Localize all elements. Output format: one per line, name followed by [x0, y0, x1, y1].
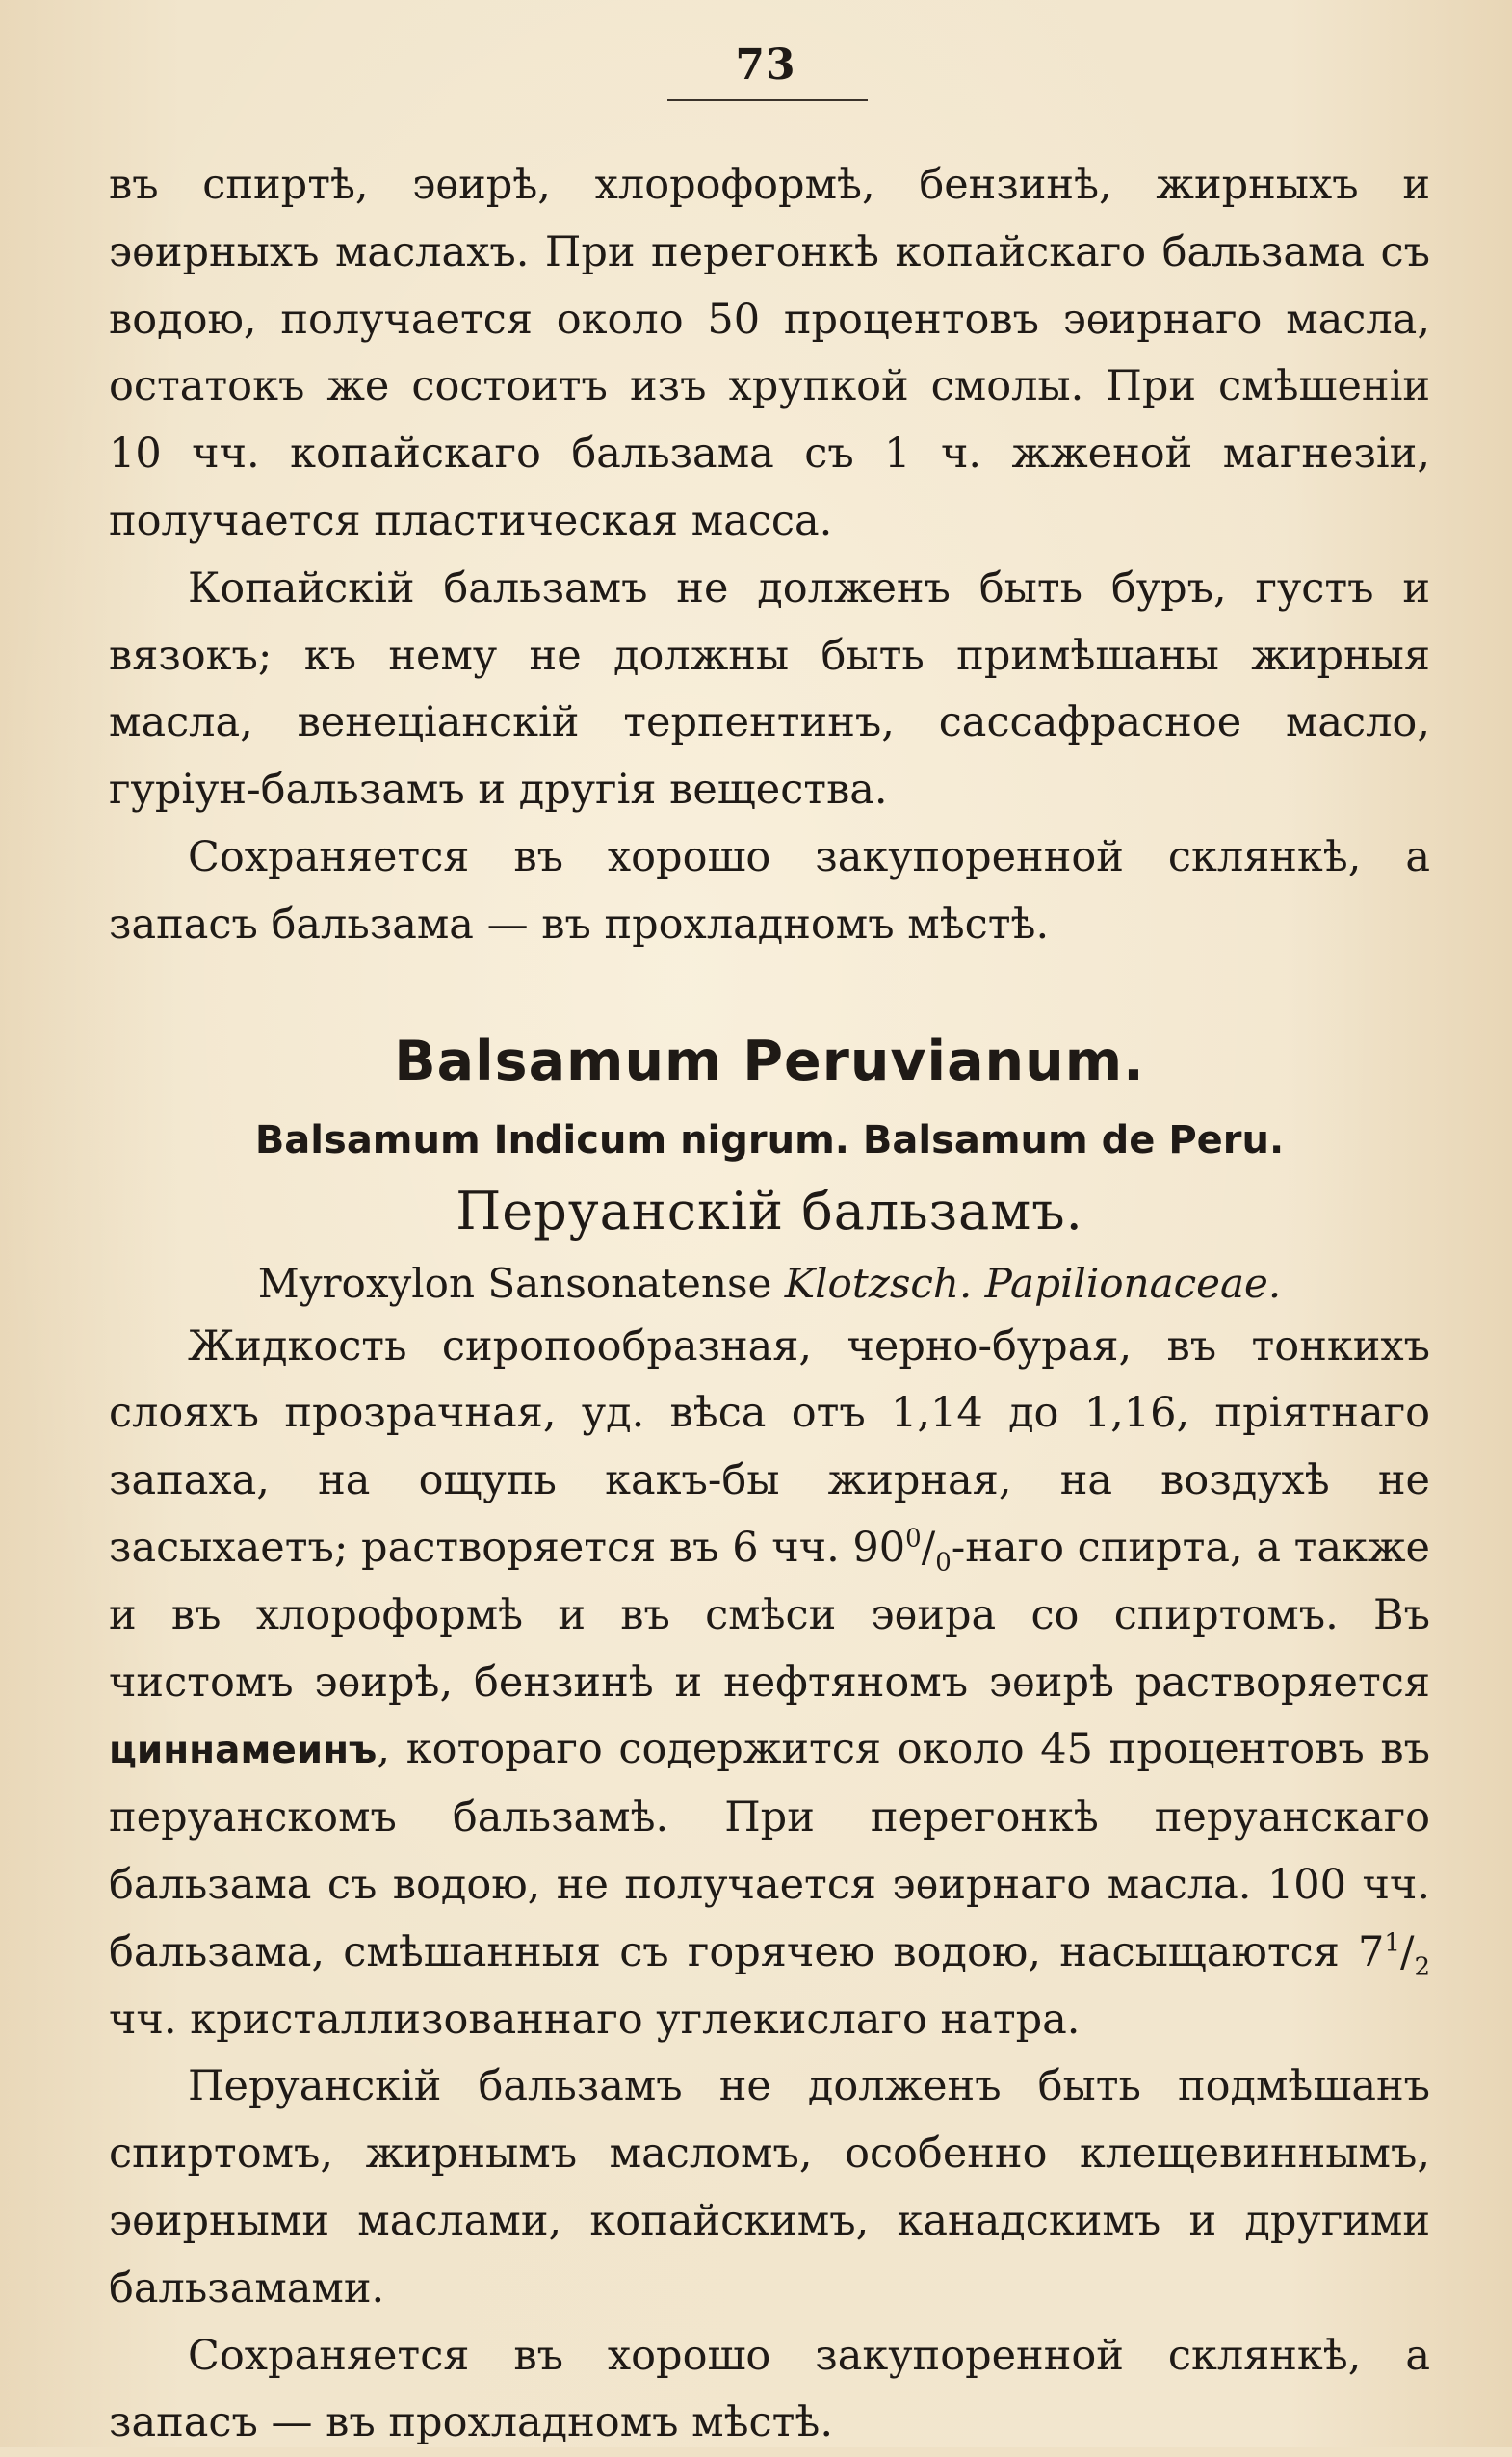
peru-text-3: , котораго содержится около 45 процентовъ въ перуанскомъ бальзамѣ. При перегонкѣ перуанскаго бальзама съ водою, не получается эѳирнаго масла. 100 чч. бальзама, смѣшанныя съ горячею водою, насыщаются 7: [109, 1725, 1430, 1976]
header-rule: [667, 99, 868, 101]
peru-text-1: Жидкость сиропообразная, черно-бурая, въ тонкихъ слояхъ прозрачная, уд. вѣса отъ 1,14 до 1,16, пріятнаго запаха, на ощупь какъ-бы жирная, на воздухѣ не засыхаетъ; растворяется въ 6 чч. 90: [109, 1321, 1430, 1572]
source-author: Klotzsch.: [784, 1259, 973, 1307]
percent-slash: /: [921, 1523, 936, 1572]
page-body: [109, 152, 1430, 2457]
percent-sub: 0: [935, 1548, 952, 1578]
fraction-denominator: 2: [1414, 1952, 1430, 1982]
percent-sup: 0: [905, 1524, 922, 1554]
fraction-numerator: 1: [1384, 1928, 1400, 1958]
peru-text-4: чч. кристаллизованнаго углекислаго натра.: [109, 1995, 1081, 2044]
paragraph-copaiba-purity: Копайскій бальзамъ не долженъ быть буръ, густъ и вязокъ; къ нему не должны быть примѣшаны жирныя масла, венеціанскій терпентинъ, сассафрасное масло, гуріун-бальзамъ и другія вещества.: [109, 563, 1430, 815]
paragraph-copaiba-solubility: въ спиртѣ, эѳирѣ, хлороформѣ, бензинѣ, жирныхъ и эѳирныхъ маслахъ. При перегонкѣ копайскаго бальзама съ водою, получается около 50 процентовъ эѳирнаго масла, остатокъ же состоитъ изъ хрупкой смолы. При смѣшеніи 10 чч. копайскаго бальзама съ 1 ч. жженой магнезіи, получается пластическая масса.: [109, 161, 1430, 545]
paragraph-peru-storage: Сохраняется въ хорошо закупоренной склянкѣ, а запасъ — въ прохладномъ мѣстѣ.: [109, 2331, 1430, 2447]
fraction-slash: /: [1399, 1927, 1415, 1976]
source-plant: Myroxylon Sansonatense: [257, 1259, 772, 1307]
cinnamein-term: циннамеинъ: [109, 1729, 378, 1773]
paragraph-peru-purity: Перуанскій бальзамъ не долженъ быть подмѣшанъ спиртомъ, жирнымъ масломъ, особенно клещевиннымъ, эѳирными маслами, копайскимъ, канадскимъ и другими бальзамами.: [109, 2062, 1430, 2313]
article-source-line: [109, 1254, 1430, 1314]
page-number: 73: [735, 40, 796, 90]
peru-text-2: -наго спирта, а также и въ хлороформѣ и въ смѣси эѳира со спиртомъ. Въ чистомъ эѳирѣ, бензинѣ и нефтяномъ эѳирѣ растворяется: [109, 1523, 1430, 1707]
paragraph-peru-properties: [109, 1314, 1430, 2054]
source-family: Papilionaceae.: [984, 1259, 1282, 1307]
article-russian-title: Перуанскій бальзамъ.: [456, 1180, 1083, 1242]
article-synonyms: Balsamum Indicum nigrum. Balsamum de Peru.: [254, 1117, 1285, 1163]
article-title: Balsamum Peruvianum.: [394, 1029, 1145, 1093]
paragraph-copaiba-storage: Сохраняется въ хорошо закупоренной склянкѣ, а запасъ бальзама — въ прохладномъ мѣстѣ.: [109, 832, 1430, 949]
